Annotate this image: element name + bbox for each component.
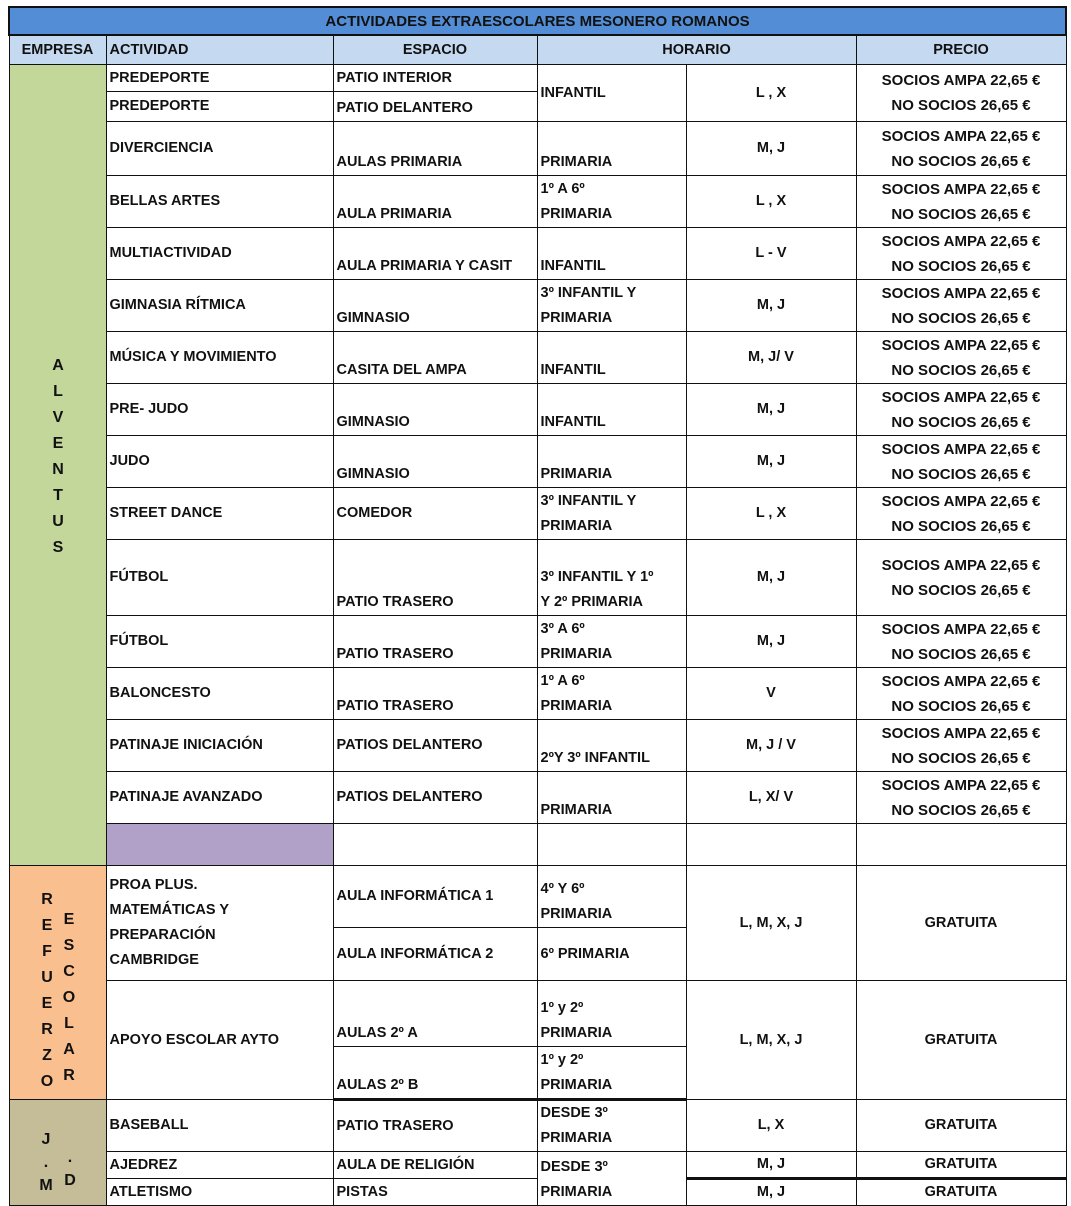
precio-socios: SOCIOS AMPA 22,65 €	[881, 620, 1041, 638]
espacio-cell: PISTAS	[333, 1179, 537, 1206]
table-row	[9, 332, 1066, 384]
precio-no-socios: NO SOCIOS 26,65 €	[891, 97, 1031, 114]
espacio-cell: AULAS PRIMARIA	[333, 122, 537, 176]
table-row	[9, 488, 1066, 540]
precio-socios: SOCIOS AMPA 22,65 €	[881, 776, 1041, 794]
table-row	[9, 228, 1066, 280]
precio-cell	[856, 280, 1066, 332]
actividad-cell: PRE- JUDO	[106, 384, 333, 436]
actividad-cell: FÚTBOL	[106, 540, 333, 616]
dias-cell: M, J	[686, 616, 856, 668]
curso-cell: 3º INFANTIL Y PRIMARIA	[537, 280, 686, 332]
precio-cell	[856, 488, 1066, 540]
precio-no-socios: NO SOCIOS 26,65 €	[891, 645, 1031, 663]
table-row	[9, 280, 1066, 332]
dias-cell: M, J	[686, 122, 856, 176]
precio-socios: SOCIOS AMPA 22,65 €	[881, 672, 1041, 690]
actividad-cell: MÚSICA Y MOVIMIENTO	[106, 332, 333, 384]
precio-no-socios: NO SOCIOS 26,65 €	[891, 361, 1031, 379]
espacio-cell: GIMNASIO	[333, 436, 537, 488]
header-actividad: ACTIVIDAD	[106, 35, 333, 65]
actividad-cell: AJEDREZ	[106, 1152, 333, 1179]
curso-cell: INFANTIL	[537, 332, 686, 384]
precio-no-socios: NO SOCIOS 26,65 €	[891, 257, 1031, 275]
curso-cell: DESDE 3º PRIMARIA	[537, 1152, 686, 1206]
curso-cell: 6º PRIMARIA	[537, 928, 686, 981]
precio-cell	[856, 720, 1066, 772]
espacio-cell: AULAS 2º A	[333, 981, 537, 1047]
group-label: ALVENTUS	[49, 356, 67, 565]
actividad-cell: PREDEPORTE	[106, 65, 333, 92]
table-row	[9, 616, 1066, 668]
espacio-cell: PATIO INTERIOR	[333, 65, 537, 92]
header-horario: HORARIO	[537, 35, 856, 65]
precio-cell	[856, 384, 1066, 436]
table-row	[9, 1100, 1066, 1152]
table-row	[9, 668, 1066, 720]
table-row	[9, 122, 1066, 176]
table-row	[9, 384, 1066, 436]
precio-socios: SOCIOS AMPA 22,65 €	[881, 336, 1041, 354]
table-row	[9, 436, 1066, 488]
actividad-cell: PROA PLUS. MATEMÁTICAS Y PREPARACIÓN CAMBRIDGE	[106, 866, 333, 981]
dias-cell: L , X	[686, 176, 856, 228]
precio-cell	[856, 122, 1066, 176]
precio-no-socios: NO SOCIOS 26,65 €	[891, 152, 1031, 170]
curso-cell: PRIMARIA	[537, 772, 686, 824]
espacio-cell: PATIO TRASERO	[333, 616, 537, 668]
precio-cell	[856, 436, 1066, 488]
table-row	[9, 65, 1066, 92]
dias-cell: V	[686, 668, 856, 720]
precio-cell: GRATUITA	[856, 1100, 1066, 1152]
precio-socios: SOCIOS AMPA 22,65 €	[881, 724, 1041, 742]
espacio-cell: PATIOS DELANTERO	[333, 720, 537, 772]
empty-cell	[537, 824, 686, 866]
espacio-cell: AULA INFORMÁTICA 1	[333, 866, 537, 928]
espacio-cell: COMEDOR	[333, 488, 537, 540]
dias-cell: L - V	[686, 228, 856, 280]
table-row	[9, 176, 1066, 228]
actividad-cell: PREDEPORTE	[106, 92, 333, 122]
precio-no-socios: NO SOCIOS 26,65 €	[891, 697, 1031, 715]
group-label: J.M	[37, 1130, 55, 1200]
actividad-cell: DIVERCIENCIA	[106, 122, 333, 176]
actividad-cell: APOYO ESCOLAR AYTO	[106, 981, 333, 1100]
dias-cell: L, M, X, J	[686, 866, 856, 981]
dias-cell: M, J / V	[686, 720, 856, 772]
curso-cell: PRIMARIA	[537, 122, 686, 176]
dias-cell: L, M, X, J	[686, 981, 856, 1100]
curso-cell: 4º Y 6º PRIMARIA	[537, 866, 686, 928]
precio-socios: SOCIOS AMPA 22,65 €	[881, 127, 1041, 145]
group-blank	[106, 824, 333, 866]
curso-cell: DESDE 3º PRIMARIA	[537, 1100, 686, 1152]
precio-socios: SOCIOS AMPA 22,65 €	[881, 388, 1041, 406]
dias-cell: M, J	[686, 540, 856, 616]
table-row	[9, 720, 1066, 772]
dias-cell: M, J	[686, 1179, 856, 1206]
curso-cell: 3º INFANTIL Y 1º Y 2º PRIMARIA	[537, 540, 686, 616]
group-label: ESCOLAR	[60, 911, 78, 1093]
actividad-cell: GIMNASIA RÍTMICA	[106, 280, 333, 332]
dias-cell: M, J	[686, 280, 856, 332]
actividad-cell: STREET DANCE	[106, 488, 333, 540]
precio-socios: SOCIOS AMPA 22,65 €	[881, 556, 1041, 574]
group-label: REFUERZO	[38, 891, 56, 1099]
curso-cell: 1º y 2º PRIMARIA	[537, 1047, 686, 1100]
precio-no-socios: NO SOCIOS 26,65 €	[891, 413, 1031, 431]
empty-cell	[686, 824, 856, 866]
dias-cell: L , X	[686, 488, 856, 540]
actividad-cell: ATLETISMO	[106, 1179, 333, 1206]
precio-cell	[856, 540, 1066, 616]
curso-cell: 1º A 6º PRIMARIA	[537, 176, 686, 228]
precio-cell	[856, 616, 1066, 668]
actividad-cell: FÚTBOL	[106, 616, 333, 668]
table-row	[9, 772, 1066, 824]
espacio-cell: AULA DE RELIGIÓN	[333, 1152, 537, 1179]
precio-cell: GRATUITA	[856, 981, 1066, 1100]
precio-cell	[856, 332, 1066, 384]
precio-socios: SOCIOS AMPA 22,65 €	[881, 492, 1041, 510]
actividad-cell: PATINAJE AVANZADO	[106, 772, 333, 824]
table-row	[9, 866, 1066, 928]
dias-cell: M, J	[686, 1152, 856, 1179]
header-empresa: EMPRESA	[9, 35, 106, 65]
dias-cell: M, J	[686, 436, 856, 488]
curso-cell: 1º A 6º PRIMARIA	[537, 668, 686, 720]
precio-socios: SOCIOS AMPA 22,65 €	[881, 440, 1041, 458]
precio-cell	[856, 668, 1066, 720]
curso-cell: INFANTIL	[537, 65, 686, 122]
espacio-cell: PATIO DELANTERO	[333, 92, 537, 122]
precio-no-socios: NO SOCIOS 26,65 €	[891, 517, 1031, 535]
precio-no-socios: NO SOCIOS 26,65 €	[891, 801, 1031, 819]
espacio-cell: PATIO TRASERO	[333, 1100, 537, 1152]
dias-cell: L, X	[686, 1100, 856, 1152]
espacio-cell: GIMNASIO	[333, 384, 537, 436]
dias-cell: M, J	[686, 384, 856, 436]
precio-no-socios: NO SOCIOS 26,65 €	[891, 581, 1031, 599]
group-label: .D	[61, 1148, 79, 1195]
precio-socios: SOCIOS AMPA 22,65 €	[881, 232, 1041, 250]
espacio-cell: CASITA DEL AMPA	[333, 332, 537, 384]
precio-cell	[856, 176, 1066, 228]
precio-cell: GRATUITA	[856, 1179, 1066, 1206]
precio-cell	[856, 65, 1066, 122]
espacio-cell: AULA PRIMARIA	[333, 176, 537, 228]
header-espacio: ESPACIO	[333, 35, 537, 65]
espacio-cell: AULAS 2º B	[333, 1047, 537, 1100]
group-refuerzo-escolar	[9, 866, 106, 1100]
actividad-cell: BASEBALL	[106, 1100, 333, 1152]
espacio-cell: PATIO TRASERO	[333, 540, 537, 616]
empty-cell	[856, 824, 1066, 866]
table-title: ACTIVIDADES EXTRAESCOLARES MESONERO ROMANOS	[9, 7, 1066, 35]
dias-cell: L , X	[686, 65, 856, 122]
actividad-cell: BELLAS ARTES	[106, 176, 333, 228]
group-alventus	[9, 65, 106, 866]
table-row	[9, 1152, 1066, 1179]
precio-no-socios: NO SOCIOS 26,65 €	[891, 205, 1031, 223]
actividad-cell: JUDO	[106, 436, 333, 488]
precio-no-socios: NO SOCIOS 26,65 €	[891, 465, 1031, 483]
curso-cell: 2ºY 3º INFANTIL	[537, 720, 686, 772]
actividad-cell: BALONCESTO	[106, 668, 333, 720]
precio-cell	[856, 228, 1066, 280]
actividad-cell: MULTIACTIVIDAD	[106, 228, 333, 280]
dias-cell: L, X/ V	[686, 772, 856, 824]
curso-cell: 1º y 2º PRIMARIA	[537, 981, 686, 1047]
group-jmd	[9, 1100, 106, 1206]
precio-socios: SOCIOS AMPA 22,65 €	[881, 284, 1041, 302]
espacio-cell: AULA INFORMÁTICA 2	[333, 928, 537, 981]
curso-cell: PRIMARIA	[537, 436, 686, 488]
espacio-cell: AULA PRIMARIA Y CASIT	[333, 228, 537, 280]
header-precio: PRECIO	[856, 35, 1066, 65]
curso-cell: INFANTIL	[537, 228, 686, 280]
actividad-cell: PATINAJE INICIACIÓN	[106, 720, 333, 772]
curso-cell: 3º INFANTIL Y PRIMARIA	[537, 488, 686, 540]
dias-cell: M, J/ V	[686, 332, 856, 384]
empty-cell	[333, 824, 537, 866]
precio-socios: SOCIOS AMPA 22,65 €	[881, 72, 1041, 89]
espacio-cell: PATIOS DELANTERO	[333, 772, 537, 824]
table-row	[9, 981, 1066, 1047]
espacio-cell: GIMNASIO	[333, 280, 537, 332]
table-row	[9, 540, 1066, 616]
curso-cell: 3º A 6º PRIMARIA	[537, 616, 686, 668]
espacio-cell: PATIO TRASERO	[333, 668, 537, 720]
activities-table	[8, 6, 1067, 1206]
curso-cell: INFANTIL	[537, 384, 686, 436]
precio-no-socios: NO SOCIOS 26,65 €	[891, 309, 1031, 327]
table-row-blank	[9, 824, 1066, 866]
precio-cell	[856, 772, 1066, 824]
precio-no-socios: NO SOCIOS 26,65 €	[891, 749, 1031, 767]
precio-cell: GRATUITA	[856, 866, 1066, 981]
precio-cell: GRATUITA	[856, 1152, 1066, 1179]
precio-socios: SOCIOS AMPA 22,65 €	[881, 180, 1041, 198]
